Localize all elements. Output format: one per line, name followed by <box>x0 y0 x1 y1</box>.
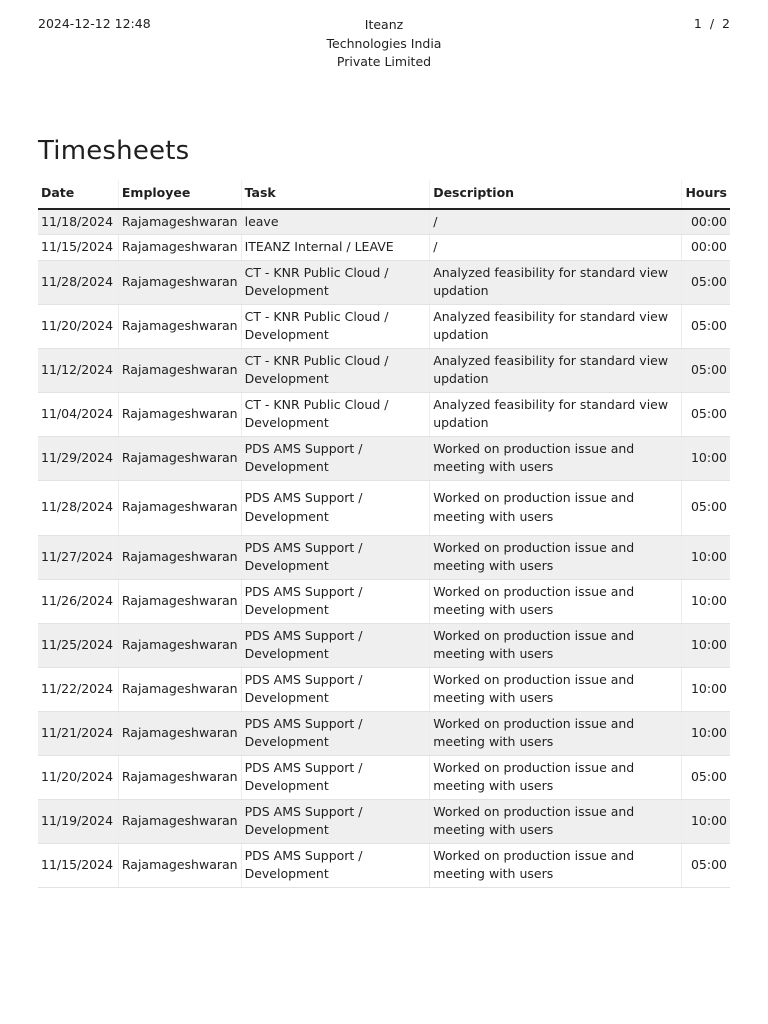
table-row <box>38 209 730 235</box>
cell-date: 11/19/2024 <box>38 799 118 843</box>
cell-hours: 00:00 <box>682 235 730 261</box>
cell-description: Worked on production issue and meeting with users <box>430 799 682 843</box>
cell-task: PDS AMS Support / Development <box>241 535 430 579</box>
cell-hours: 05:00 <box>682 260 730 304</box>
cell-description: Worked on production issue and meeting with users <box>430 711 682 755</box>
cell-hours: 10:00 <box>682 667 730 711</box>
table-row <box>38 436 730 480</box>
company-name <box>304 16 464 72</box>
cell-employee: Rajamageshwaran <box>118 843 241 887</box>
cell-date: 11/22/2024 <box>38 667 118 711</box>
cell-task: PDS AMS Support / Development <box>241 755 430 799</box>
header-row <box>38 180 730 209</box>
cell-date: 11/20/2024 <box>38 304 118 348</box>
cell-description: / <box>430 235 682 261</box>
table-row <box>38 480 730 535</box>
cell-employee: Rajamageshwaran <box>118 755 241 799</box>
cell-hours: 05:00 <box>682 304 730 348</box>
cell-hours: 10:00 <box>682 436 730 480</box>
cell-date: 11/25/2024 <box>38 623 118 667</box>
table-row <box>38 711 730 755</box>
table-body <box>38 209 730 888</box>
column-header-date: Date <box>38 180 118 209</box>
cell-date: 11/27/2024 <box>38 535 118 579</box>
cell-description: Analyzed feasibility for standard view updation <box>430 392 682 436</box>
cell-hours: 10:00 <box>682 535 730 579</box>
cell-date: 11/21/2024 <box>38 711 118 755</box>
cell-description: Worked on production issue and meeting with users <box>430 667 682 711</box>
cell-date: 11/28/2024 <box>38 480 118 535</box>
cell-hours: 05:00 <box>682 843 730 887</box>
table-row <box>38 535 730 579</box>
cell-hours: 05:00 <box>682 348 730 392</box>
table-row <box>38 348 730 392</box>
cell-employee: Rajamageshwaran <box>118 579 241 623</box>
cell-task: CT - KNR Public Cloud / Development <box>241 304 430 348</box>
column-header-hours: Hours <box>682 180 730 209</box>
table-row <box>38 799 730 843</box>
cell-task: PDS AMS Support / Development <box>241 711 430 755</box>
cell-description: Worked on production issue and meeting with users <box>430 436 682 480</box>
page-header <box>38 16 730 76</box>
table-row <box>38 843 730 887</box>
cell-date: 11/04/2024 <box>38 392 118 436</box>
cell-date: 11/18/2024 <box>38 209 118 235</box>
cell-description: / <box>430 209 682 235</box>
cell-employee: Rajamageshwaran <box>118 535 241 579</box>
column-header-task: Task <box>241 180 430 209</box>
table-row <box>38 235 730 261</box>
company-name-line: Technologies India <box>326 35 442 51</box>
cell-employee: Rajamageshwaran <box>118 209 241 235</box>
cell-hours: 05:00 <box>682 755 730 799</box>
cell-description: Analyzed feasibility for standard view updation <box>430 260 682 304</box>
cell-hours: 10:00 <box>682 711 730 755</box>
cell-description: Worked on production issue and meeting with users <box>430 843 682 887</box>
cell-task: PDS AMS Support / Development <box>241 843 430 887</box>
page-indicator: 1 / 2 <box>693 16 730 31</box>
cell-date: 11/29/2024 <box>38 436 118 480</box>
cell-description: Analyzed feasibility for standard view updation <box>430 304 682 348</box>
table-row <box>38 260 730 304</box>
cell-hours: 05:00 <box>682 480 730 535</box>
cell-hours: 10:00 <box>682 579 730 623</box>
cell-description: Worked on production issue and meeting with users <box>430 579 682 623</box>
table-row <box>38 623 730 667</box>
table-row <box>38 667 730 711</box>
cell-task: PDS AMS Support / Development <box>241 799 430 843</box>
cell-description: Analyzed feasibility for standard view updation <box>430 348 682 392</box>
cell-employee: Rajamageshwaran <box>118 260 241 304</box>
cell-date: 11/28/2024 <box>38 260 118 304</box>
cell-date: 11/12/2024 <box>38 348 118 392</box>
cell-employee: Rajamageshwaran <box>118 392 241 436</box>
cell-employee: Rajamageshwaran <box>118 623 241 667</box>
table-row <box>38 755 730 799</box>
cell-description: Worked on production issue and meeting with users <box>430 755 682 799</box>
cell-task: leave <box>241 209 430 235</box>
cell-description: Worked on production issue and meeting with users <box>430 623 682 667</box>
cell-date: 11/26/2024 <box>38 579 118 623</box>
cell-hours: 10:00 <box>682 623 730 667</box>
cell-employee: Rajamageshwaran <box>118 235 241 261</box>
cell-employee: Rajamageshwaran <box>118 711 241 755</box>
column-header-employee: Employee <box>118 180 241 209</box>
cell-task: PDS AMS Support / Development <box>241 667 430 711</box>
cell-hours: 05:00 <box>682 392 730 436</box>
cell-description: Worked on production issue and meeting with users <box>430 480 682 535</box>
cell-hours: 00:00 <box>682 209 730 235</box>
cell-task: PDS AMS Support / Development <box>241 623 430 667</box>
table-row <box>38 304 730 348</box>
cell-hours: 10:00 <box>682 799 730 843</box>
cell-date: 11/15/2024 <box>38 843 118 887</box>
table-row <box>38 579 730 623</box>
cell-task: PDS AMS Support / Development <box>241 579 430 623</box>
report-title: Timesheets <box>38 136 190 166</box>
cell-employee: Rajamageshwaran <box>118 436 241 480</box>
cell-date: 11/15/2024 <box>38 235 118 261</box>
cell-task: CT - KNR Public Cloud / Development <box>241 392 430 436</box>
cell-task: CT - KNR Public Cloud / Development <box>241 348 430 392</box>
cell-task: PDS AMS Support / Development <box>241 480 430 535</box>
cell-employee: Rajamageshwaran <box>118 480 241 535</box>
cell-employee: Rajamageshwaran <box>118 304 241 348</box>
company-name-line: Iteanz <box>364 17 404 32</box>
column-header-description: Description <box>430 180 682 209</box>
company-name-line: Private Limited <box>336 54 432 69</box>
cell-task: PDS AMS Support / Development <box>241 436 430 480</box>
cell-employee: Rajamageshwaran <box>118 348 241 392</box>
cell-date: 11/20/2024 <box>38 755 118 799</box>
cell-task: ITEANZ Internal / LEAVE <box>241 235 430 261</box>
cell-task: CT - KNR Public Cloud / Development <box>241 260 430 304</box>
cell-employee: Rajamageshwaran <box>118 799 241 843</box>
table-header <box>38 180 730 209</box>
print-timestamp: 2024-12-12 12:48 <box>38 16 151 31</box>
table-row <box>38 392 730 436</box>
cell-description: Worked on production issue and meeting with users <box>430 535 682 579</box>
cell-employee: Rajamageshwaran <box>118 667 241 711</box>
timesheet-table <box>38 180 730 888</box>
